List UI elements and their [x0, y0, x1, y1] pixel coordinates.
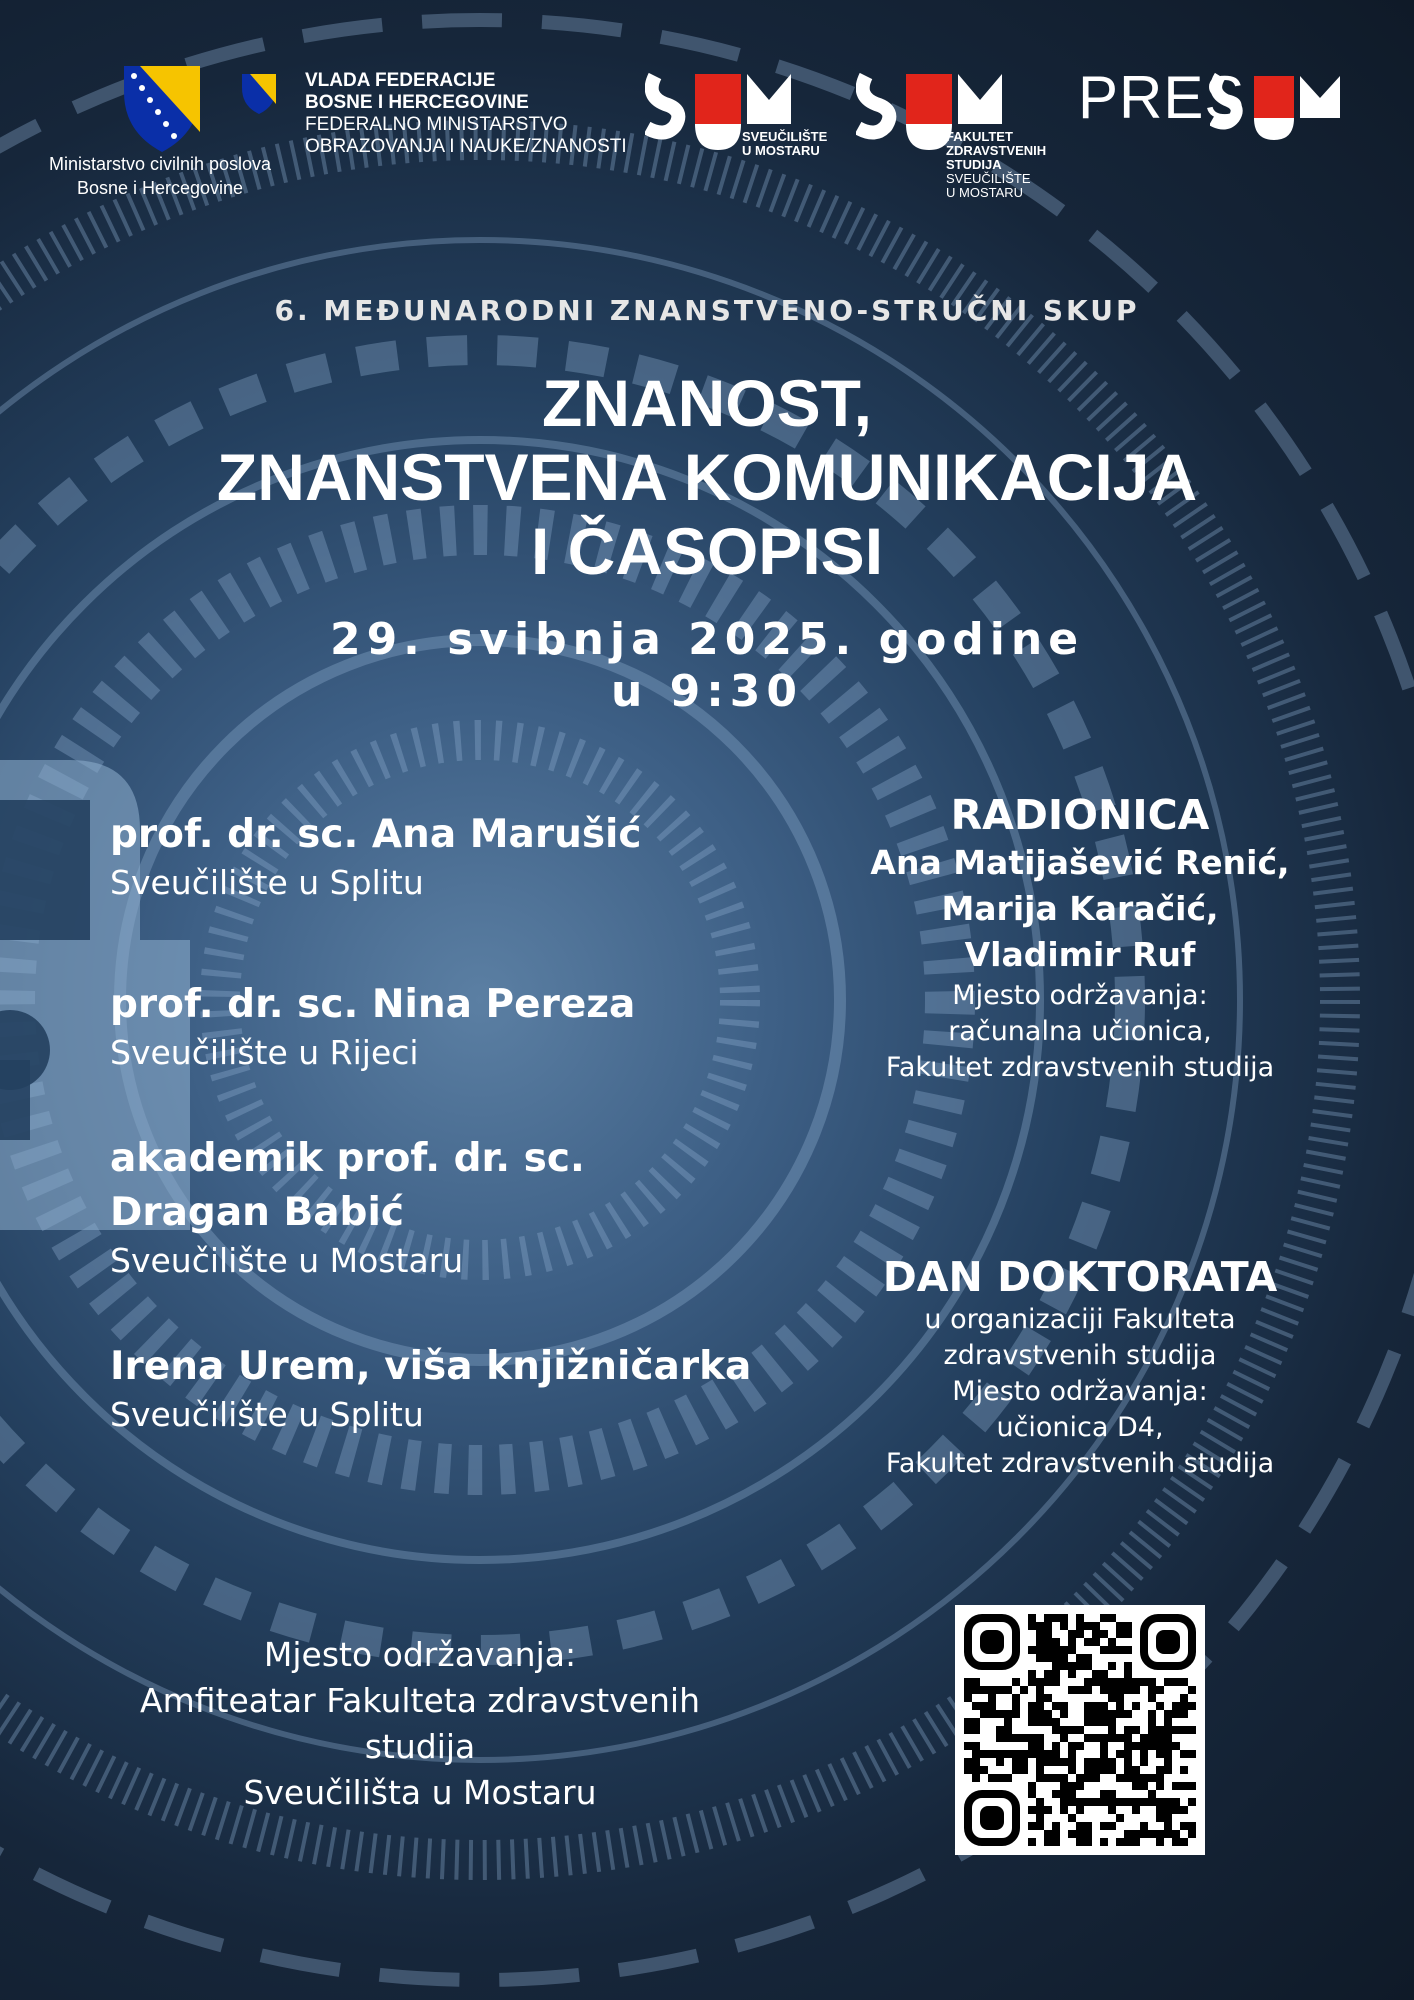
ministry-caption: Ministarstvo civilnih poslova Bosne i Hercegovine — [48, 154, 272, 198]
federation-coat-of-arms-logo — [240, 72, 278, 116]
speaker-name: Irena Urem, viša knjižničarka — [110, 1344, 752, 1389]
government-text-logo: VLADA FEDERACIJE BOSNE I HERCEGOVINE FEDERALNO MINISTARSTVO OBRAZOVANJA I NAUKE/ZNANOSTI — [305, 70, 627, 157]
speaker-name: prof. dr. sc. Nina Pereza — [110, 982, 636, 1027]
speaker-2 — [110, 978, 810, 1074]
speaker-affiliation: Sveučilište u Splitu — [110, 1395, 424, 1434]
doctorate-day-heading: DAN DOKTORATA — [882, 1253, 1278, 1301]
press-sum-logo-mark — [1210, 70, 1346, 146]
speaker-4 — [110, 1340, 810, 1436]
speaker-1 — [110, 808, 810, 904]
event-date: 29. svibnja 2025. godine u 9:30 — [329, 614, 1085, 717]
speaker-name: prof. dr. sc. Ana Marušić — [110, 812, 642, 857]
fzs-caption: FAKULTET ZDRAVSTVENIH STUDIJA SVEUČILIŠTE U MOSTARU — [946, 129, 1047, 200]
qr-code[interactable] — [955, 1605, 1205, 1855]
speaker-affiliation: Sveučilište u Mostaru — [110, 1241, 464, 1280]
speaker-name: Dragan Babić — [110, 1190, 404, 1235]
event-title: ZNANOST, ZNANSTVENA KOMUNIKACIJA I ČASOPISI — [216, 366, 1198, 588]
press-logo-text: PRES — [1078, 64, 1246, 131]
speaker-affiliation: Sveučilište u Rijeci — [110, 1033, 419, 1072]
speaker-name: akademik prof. dr. sc. — [110, 1136, 585, 1181]
bih-coat-of-arms-logo — [120, 62, 204, 154]
workshop-section: RADIONICA Ana Matijašević Renić, Marija Karačić, Vladimir Ruf Mjesto održavanja: računalna učionica, Fakultet zdravstvenih studija — [840, 790, 1320, 1086]
sum-caption: SVEUČILIŠTE U MOSTARU — [742, 129, 828, 158]
workshop-heading: RADIONICA — [950, 791, 1210, 839]
doctorate-day-section: DAN DOKTORATA u organizaciji Fakulteta zdravstvenih studija Mjesto održavanja: učionica D4, Fakultet zdravstvenih studija — [840, 1252, 1320, 1482]
event-subtitle: 6. MEĐUNARODNI ZNANSTVENO-STRUČNI SKUP — [274, 294, 1140, 327]
venue-info: Mjesto održavanja: Amfiteatar Fakulteta zdravstvenih studija Sveučilišta u Mostaru — [140, 1635, 700, 1812]
speaker-3 — [110, 1132, 810, 1282]
speaker-affiliation: Sveučilište u Splitu — [110, 863, 424, 902]
